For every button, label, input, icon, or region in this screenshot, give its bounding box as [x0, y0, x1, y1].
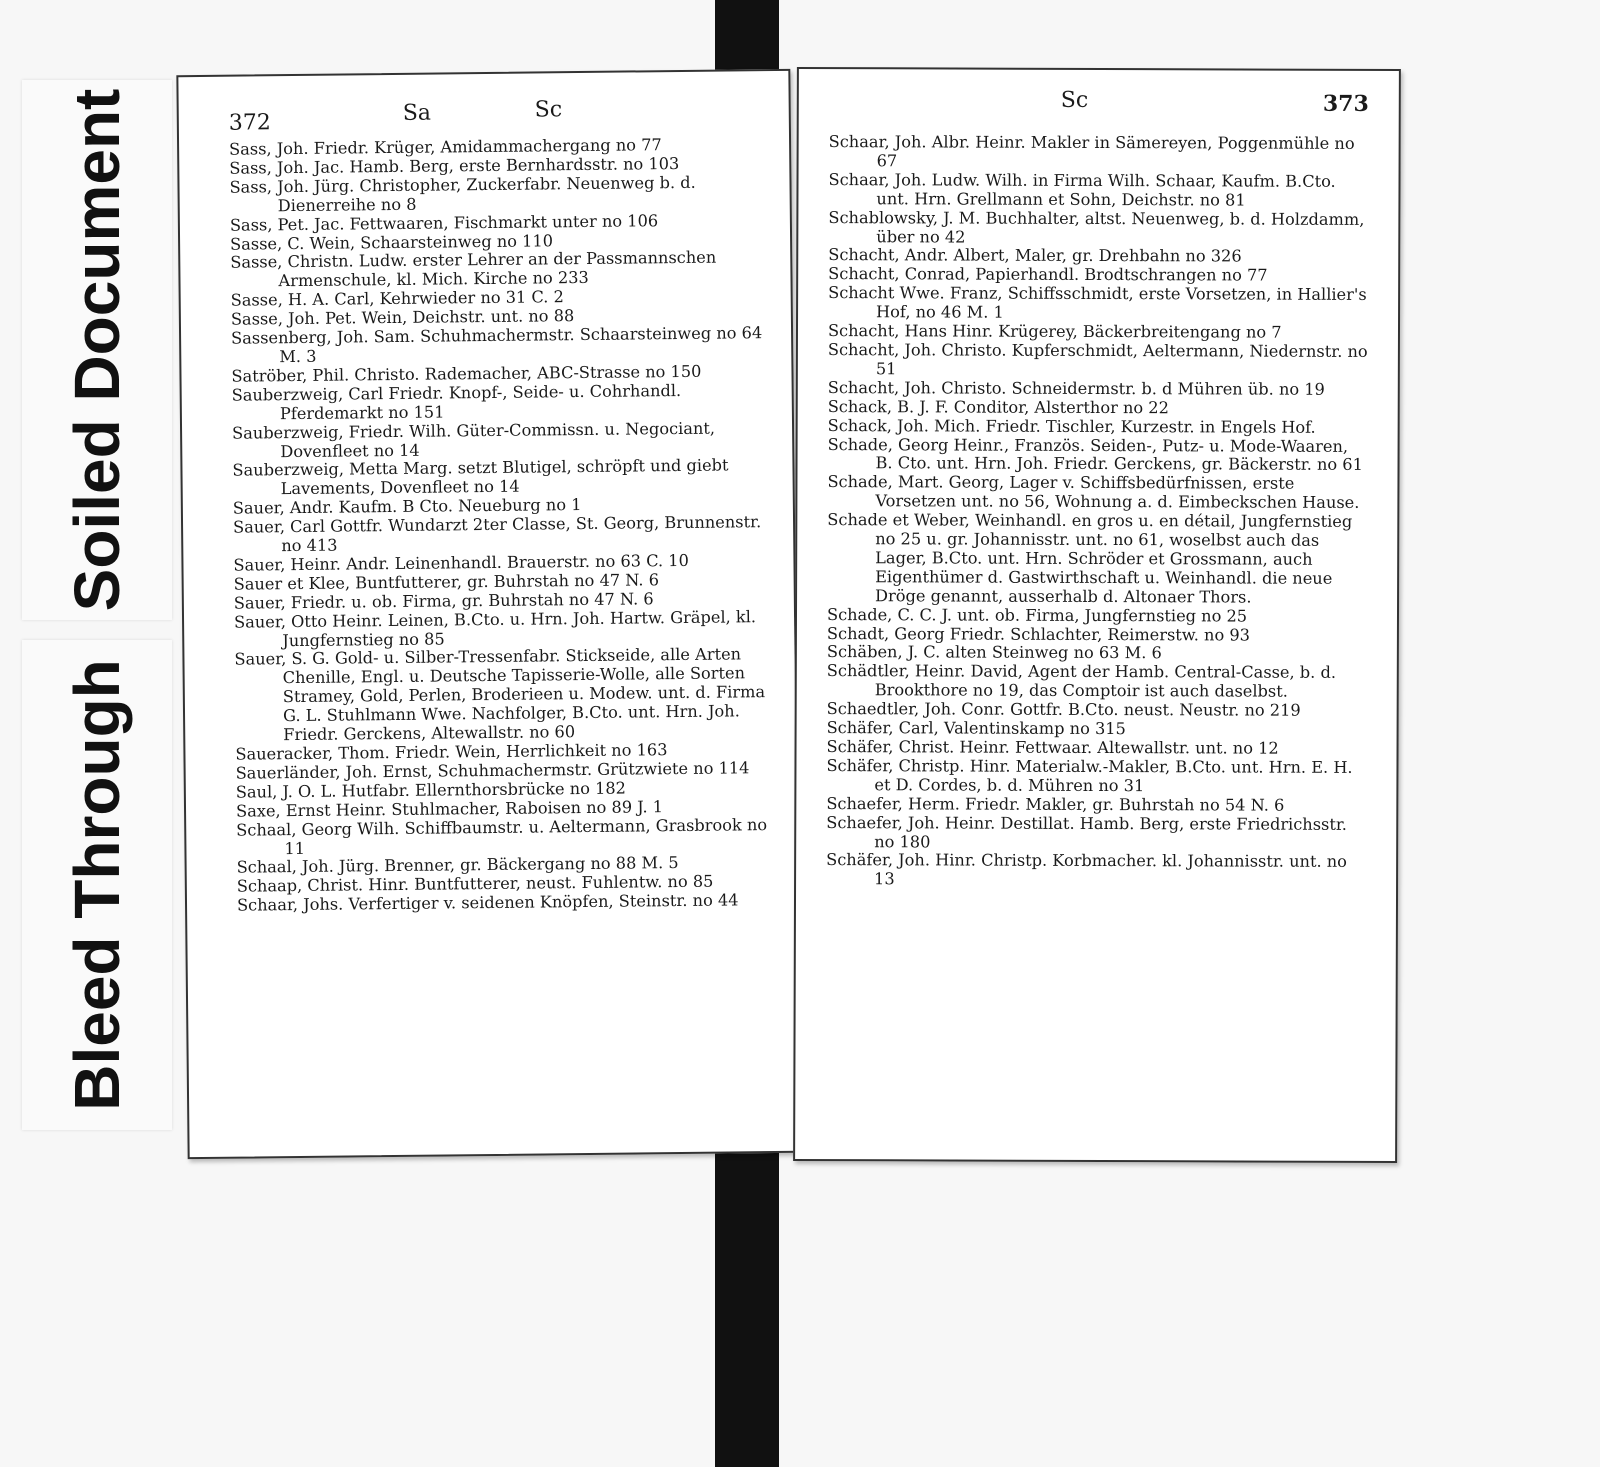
directory-entry: Sasse, Christn. Ludw. erster Lehrer an der Passmannschen Armenschule, kl. Mich. Kirche no 233 — [230, 248, 717, 291]
left-entry-list — [229, 135, 785, 916]
directory-entry: Schäfer, Christ. Heinr. Fettwaar. Altewallstr. unt. no 12 — [826, 737, 1279, 758]
directory-entry: Sauberzweig, Carl Friedr. Knopf-, Seide- u. Cohrhandl. Pferdemarkt no 151 — [231, 380, 682, 423]
directory-entry: Satröber, Phil. Christo. Rademacher, ABC-Strasse no 150 — [231, 361, 702, 386]
directory-entry: Schacht, Conrad, Papierhandl. Brodtschrangen no 77 — [828, 264, 1268, 285]
directory-entry: Schaar, Johs. Verfertiger v. seidenen Knöpfen, Steinstr. no 44 — [236, 890, 739, 915]
right-running-head-sc: Sc — [1060, 87, 1089, 113]
left-page — [176, 69, 801, 1159]
left-running-head-sa: Sa — [402, 100, 432, 126]
directory-entry: Schack, Joh. Mich. Friedr. Tischler, Kurzestr. in Engels Hof. — [827, 415, 1316, 437]
directory-entry: Sass, Joh. Jac. Hamb. Berg, erste Bernhardsstr. no 103 — [229, 153, 680, 178]
bleed-through-label — [22, 640, 172, 1130]
directory-entry: Sauberzweig, Friedr. Wilh. Güter-Commissn. u. Negociant, Dovenfleet no 14 — [231, 418, 716, 461]
directory-entry: Schade, C. C. J. unt. ob. Firma, Jungfernstieg no 25 — [826, 604, 1248, 626]
directory-entry: Sauer, Otto Heinr. Leinen, B.Cto. u. Hrn. Joh. Hartw. Gräpel, kl. Jungfernstieg no 85 — [233, 606, 757, 650]
directory-entry: Schadt, Georg Friedr. Schlachter, Reimerstw. no 93 — [826, 623, 1250, 645]
right-entry-list — [826, 133, 1371, 891]
left-running-head-sc: Sc — [534, 97, 563, 123]
directory-entry: Schacht, Joh. Christo. Kupferschmidt, Aeltermann, Niedernstr. no 51 — [827, 340, 1368, 379]
directory-entry: Sass, Pet. Jac. Fettwaaren, Fischmarkt unter no 106 — [229, 210, 659, 235]
directory-entry: Sauer, Friedr. u. ob. Firma, gr. Buhrstah no 47 N. 6 — [233, 589, 654, 613]
directory-entry: Schaar, Joh. Ludw. Wilh. in Firma Wilh. Schaar, Kaufm. B.Cto. unt. Hrn. Grellmann et Sohn, Deichstr. no 81 — [828, 169, 1336, 210]
directory-entry: Sauer, Andr. Kaufm. B Cto. Neueburg no 1 — [232, 495, 582, 518]
directory-entry: Schäfer, Carl, Valentinskamp no 315 — [826, 718, 1126, 739]
directory-entry: Schaefer, Joh. Heinr. Destillat. Hamb. Berg, erste Friedrichsstr. no 180 — [826, 812, 1348, 851]
directory-entry: Sauer, Carl Gottfr. Wundarzt 2ter Classe, St. Georg, Brunnenstr. no 413 — [232, 512, 762, 556]
directory-entry: Schacht, Joh. Christo. Schneidermstr. b. d Mühren üb. no 19 — [827, 377, 1325, 399]
directory-entry: Schädtler, Heinr. David, Agent der Hamb. Central-Casse, b. d. Brookthore no 19, das Comptoir ist auch daselbst. — [826, 661, 1337, 701]
directory-entry: Sauer, S. G. Gold- u. Silber-Tressenfabr. Stickseide, alle Arten Chenille, Engl. u. Deutsche Tapisserie-Wolle, alle Sorten Stramey, Gold, Perlen, Broderieen u. Modew. unt. d. Firma G. L. Stuhlmann Wwe. Nachfolger, B.Cto. unt. Hrn. Joh. Friedr. Gerckens, Altewallstr. no 60 — [234, 644, 766, 745]
right-page-number: 373 — [1322, 90, 1369, 117]
directory-entry: Sasse, C. Wein, Schaarsteinweg no 110 — [230, 230, 554, 254]
soiled-document-text: Soiled Document — [61, 88, 133, 612]
directory-entry: Saul, J. O. L. Hutfabr. Ellernthorsbrücke no 182 — [235, 778, 627, 802]
directory-entry: Schaefer, Herm. Friedr. Makler, gr. Buhrstah no 54 N. 6 — [826, 793, 1285, 815]
directory-entry: Schablowsky, J. M. Buchhalter, altst. Neuenweg, b. d. Holzdamm, über no 42 — [828, 207, 1365, 247]
directory-entry: Schaedtler, Joh. Conr. Gottfr. B.Cto. neust. Neustr. no 219 — [826, 699, 1301, 720]
directory-entry: Schäfer, Joh. Hinr. Christp. Korbmacher. kl. Johannisstr. unt. no 13 — [826, 850, 1347, 889]
right-page — [793, 67, 1401, 1163]
binding-strip-top — [715, 0, 779, 75]
directory-entry: Schade, Georg Heinr., Französ. Seiden-, Putz- u. Mode-Waaren, B. Cto. unt. Hrn. Joh. Friedr. Gerckens, gr. Bäckerstr. no 61 — [827, 434, 1363, 475]
directory-entry: Schacht, Andr. Albert, Maler, gr. Drehbahn no 326 — [828, 245, 1242, 266]
left-page-number: 372 — [228, 110, 271, 136]
directory-entry: Sauberzweig, Metta Marg. setzt Blutigel, schröpft und giebt Lavements, Dovenfleet no 14 — [232, 455, 729, 499]
directory-entry: Sass, Joh. Jürg. Christopher, Zuckerfabr. Neuenweg b. d. Dienerreihe no 8 — [229, 172, 696, 215]
directory-entry: Sauer et Klee, Buntfutterer, gr. Buhrstah no 47 N. 6 — [233, 570, 660, 594]
directory-entry: Schacht Wwe. Franz, Schiffsschmidt, erste Vorsetzen, in Hallier's Hof, no 46 M. 1 — [828, 283, 1367, 322]
directory-entry: Sasse, Joh. Pet. Wein, Deichstr. unt. no 88 — [230, 306, 575, 329]
directory-entry: Schaal, Joh. Jürg. Brenner, gr. Bäckergang no 88 M. 5 — [236, 853, 679, 878]
directory-entry: Schäfer, Christp. Hinr. Materialw.-Makler, B.Cto. unt. Hrn. E. H. et D. Cordes, b. d. Mühren no 31 — [826, 755, 1353, 795]
directory-entry: Sasse, H. A. Carl, Kehrwieder no 31 C. 2 — [230, 287, 564, 310]
soiled-document-label — [22, 80, 172, 620]
binding-strip-bottom — [715, 1145, 779, 1467]
directory-entry: Sassenberg, Joh. Sam. Schuhmachermstr. Schaarsteinweg no 64 M. 3 — [230, 323, 763, 367]
directory-entry: Schacht, Hans Hinr. Krügerey, Bäckerbreitengang no 7 — [827, 321, 1282, 342]
bleed-through-text: Bleed Through — [61, 659, 133, 1111]
directory-entry: Schade et Weber, Weinhandl. en gros u. en détail, Jungfernstieg no 25 u. gr. Johannisstr. unt. no 61, woselbst auch das Lager, B.Cto. unt. Hrn. Schröder et Grossmann, auch Eigenthümer d. Gastwirthschaft u. Weinhandl. die neue Dröge genannt, ausserhalb d. Altonaer Thors. — [827, 510, 1353, 607]
directory-entry: Schade, Mart. Georg, Lager v. Schiffsbedürfnissen, erste Vorsetzen unt. no 56, Wohnung a. d. Eimbeckschen Hause. — [827, 472, 1360, 513]
directory-entry: Sass, Joh. Friedr. Krüger, Amidammachergang no 77 — [229, 135, 662, 159]
directory-entry: Schäben, J. C. alten Steinweg no 63 M. 6 — [826, 642, 1162, 663]
directory-entry: Schaal, Georg Wilh. Schiffbaumstr. u. Aeltermann, Grasbrook no 11 — [236, 814, 768, 858]
directory-entry: Schack, B. J. F. Conditor, Alsterthor no 22 — [827, 396, 1169, 417]
directory-entry: Sauerländer, Joh. Ernst, Schuhmachermstr. Grützwiete no 114 — [235, 758, 750, 783]
directory-entry: Saueracker, Thom. Friedr. Wein, Herrlichkeit no 163 — [235, 740, 668, 764]
directory-entry: Schaar, Joh. Albr. Heinr. Makler in Sämereyen, Poggenmühle no 67 — [828, 132, 1355, 171]
directory-entry: Schaap, Christ. Hinr. Buntfutterer, neust. Fuhlentw. no 85 — [236, 872, 714, 896]
directory-entry: Saxe, Ernst Heinr. Stuhlmacher, Raboisen no 89 J. 1 — [235, 796, 664, 821]
directory-entry: Sauer, Heinr. Andr. Leinenhandl. Brauerstr. no 63 C. 10 — [233, 550, 689, 575]
